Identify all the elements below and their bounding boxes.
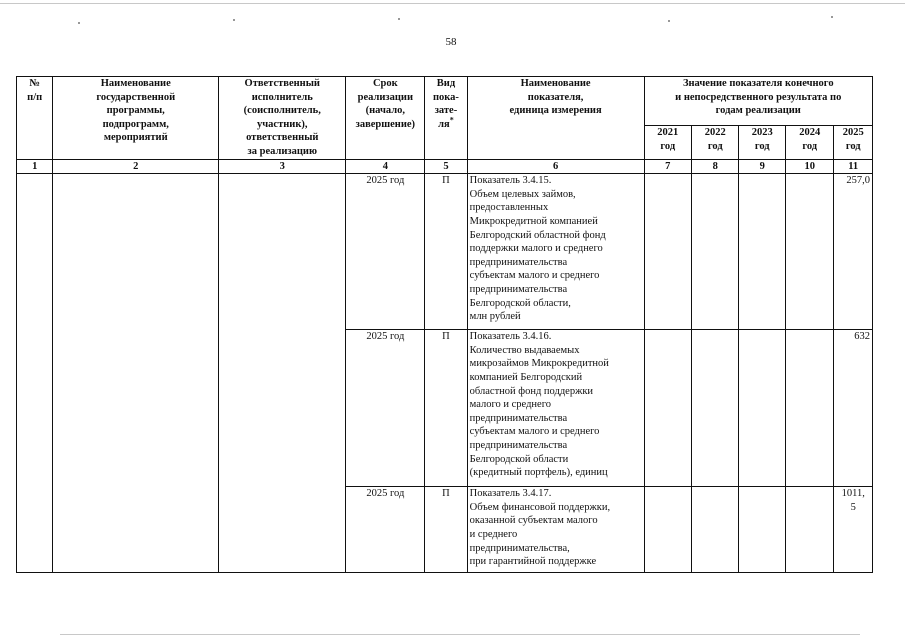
merged-num-cell	[17, 174, 53, 573]
value-2025-cell: 632	[834, 330, 873, 487]
column-number: 5	[425, 159, 467, 174]
column-number: 2	[53, 159, 219, 174]
page-number: 58	[445, 36, 457, 48]
header-executor: Ответственный исполнитель (соисполнитель, участник), ответственный за реализацию	[219, 77, 346, 160]
indicator-type-cell: П	[425, 174, 467, 330]
header-period: Срок реализации (начало, завершение)	[346, 77, 425, 160]
scan-dot	[668, 20, 670, 22]
column-number: 7	[644, 159, 691, 174]
period-cell: 2025 год	[346, 330, 425, 487]
indicator-name-cell: Показатель 3.4.17. Объем финансовой поддержки, оказанной субъектам малого и среднего предпринимательства, при гарантийной поддержке	[467, 487, 644, 573]
value-2023-cell	[739, 487, 785, 573]
header-indicator-type: Вид пока- зате- ля*	[425, 77, 467, 160]
column-number: 4	[346, 159, 425, 174]
column-number: 8	[692, 159, 739, 174]
value-2021-cell	[644, 487, 691, 573]
top-scan-edge	[0, 3, 905, 4]
scan-dot	[398, 18, 400, 20]
value-2024-cell	[785, 487, 834, 573]
scan-dot	[233, 19, 235, 21]
header-year-2024: 2024 год	[785, 126, 834, 159]
column-number: 3	[219, 159, 346, 174]
value-2021-cell	[644, 174, 691, 330]
header-year-2023: 2023 год	[739, 126, 785, 159]
header-program: Наименование государственной программы, подпрограмм, мероприятий	[53, 77, 219, 160]
column-number: 9	[739, 159, 785, 174]
period-cell: 2025 год	[346, 174, 425, 330]
header-indicator-name: Наименование показателя, единица измерения	[467, 77, 644, 160]
column-number: 6	[467, 159, 644, 174]
indicator-name-cell: Показатель 3.4.15. Объем целевых займов, предоставленных Микрокредитной компанией Белгородский областной фонд поддержки малого и среднего предпринимательства субъектам малого и среднего предпринимательства Белгородской области, млн рублей	[467, 174, 644, 330]
column-number: 11	[834, 159, 873, 174]
value-2025-cell: 257,0	[834, 174, 873, 330]
header-values-group: Значение показателя конечного и непосредственного результата по годам реализации	[644, 77, 872, 126]
value-2021-cell	[644, 330, 691, 487]
scan-dot	[831, 16, 833, 18]
header-num: № п/п	[17, 77, 53, 160]
merged-executor-cell	[219, 174, 346, 573]
table-row	[17, 174, 873, 330]
value-2024-cell	[785, 174, 834, 330]
value-2025-cell: 1011, 5	[834, 487, 873, 573]
value-2022-cell	[692, 487, 739, 573]
indicator-name-cell: Показатель 3.4.16. Количество выдаваемых микрозаймов Микрокредитной компанией Белгородский областной фонд поддержки малого и среднего предпринимательства субъектам малого и среднего предпринимательства Белгородской области (кредитный портфель), единиц	[467, 330, 644, 487]
value-2024-cell	[785, 330, 834, 487]
column-number-row	[17, 159, 873, 174]
header-year-2022: 2022 год	[692, 126, 739, 159]
indicator-type-cell: П	[425, 487, 467, 573]
header-year-2021: 2021 год	[644, 126, 691, 159]
indicator-type-cell: П	[425, 330, 467, 487]
period-cell: 2025 год	[346, 487, 425, 573]
column-number: 1	[17, 159, 53, 174]
value-2023-cell	[739, 174, 785, 330]
merged-program-cell	[53, 174, 219, 573]
indicator-table	[16, 76, 873, 573]
column-number: 10	[785, 159, 834, 174]
scan-dot	[78, 22, 80, 24]
footnote-mark: *	[449, 115, 454, 125]
value-2022-cell	[692, 174, 739, 330]
bottom-scan-edge	[60, 634, 860, 635]
header-year-2025: 2025 год	[834, 126, 873, 159]
value-2022-cell	[692, 330, 739, 487]
value-2023-cell	[739, 330, 785, 487]
